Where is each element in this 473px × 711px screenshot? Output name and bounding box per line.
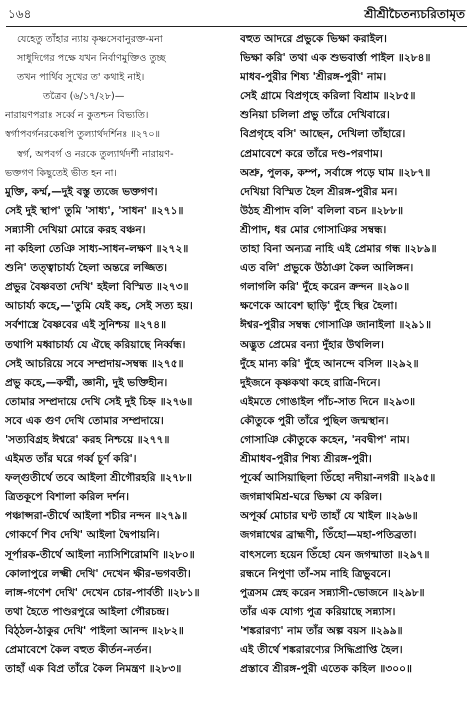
verse-line: ত্রিতকূপে বিশালা করিল দর্শন। [5,491,130,504]
verse-line: পঞ্চাপ্সরা-তীর্থে আইলা শচীর নন্দন ॥২৭৯॥ [5,510,188,523]
verse-line: উঠহ শ্রীপাদ বলি' বলিলা বচন ॥২৮৮॥ [240,204,404,217]
verse-line: বহুত আদরে প্রভুকে ভিক্ষা করাইল। [240,33,387,45]
verse-line: 'সত্যবিগ্রহ ঈশ্বরে' করহ নিশ্চয়ে ॥২৭৭॥ [5,433,170,446]
verse-line: লাঙ্গ-গণেশ দেখি' দেখেন চোর-পার্বতী ॥২৮১॥ [5,586,200,599]
verse-line: দুঁহে মান্য করি' দুঁহে আনন্দে বসিল ॥২৯২॥ [240,357,419,370]
verse-line: প্রভু কহে,—কর্ম্মী, জ্ঞানী, দুই ভক্তিহীন। [5,376,168,389]
commentary-line: নারায়ণপরাঃ সর্ব্বে ন কুতশ্চন বিভ্যতি। [5,110,149,122]
verse-line: ঈশ্বর-পুরীর সম্বন্ধ গোসাঞি জানাইলা ॥২৯১॥ [240,319,432,332]
left-column [5,30,233,679]
running-title: শ্রীশ্রীচৈতন্যচরিতামৃত [364,7,465,21]
verse-line: অশ্রু, পুলক, কম্প, সর্বাঙ্গে পড়ে ঘাম ॥২৮৭॥ [240,166,431,179]
verse-line: অদ্ভুত প্রেমের বন্যা দুঁহার উথলিল। [240,338,384,351]
commentary-line: সাধুদিগের পক্ষে যখন নির্বাণমুক্তিও তুচ্ছ [17,53,166,65]
verse-line: শুনিয়া চলিলা প্রভু তাঁরে দেখিবারে। [240,109,390,122]
verse-line: সন্ন্যাসী দেখিয়া মোরে করহ বঞ্চন। [5,223,146,236]
verse-line: রন্ধনে নিপুণা তাঁ-সম নাহি ত্রিভুবনে। [240,567,391,580]
commentary-line: স্বর্গাপবর্গনরকেষ্বপি তুল্যার্থদর্শিনঃ ॥২৭০॥ [5,129,161,141]
verse-line: শ্রীপাদ, ধর মোর গোসাঞির সম্বন্ধ। [240,223,387,236]
verse-line: গোকর্ণে শিব দেখি' আইলা দ্বৈপায়নি। [5,529,160,542]
commentary-line: তত্রৈব (৬/১৭/২৮)— [43,91,125,103]
verse-line: এত বলি' প্রভুকে উঠাঞা কৈল আলিঙ্গন। [240,262,414,275]
verse-line: তাহাঁ এক বিপ্র তাঁরে কৈল নিমন্ত্রণ ॥২৮৩॥ [5,663,182,676]
verse-line: শ্রীমাধব-পুরীর শিষ্য শ্রীরঙ্গ-পুরী। [240,453,372,466]
verse-line: সেই গ্রামে বিপ্রগৃহে করিলা বিশ্রাম ॥২৮৫॥ [240,90,416,103]
verse-line: গোসাঞি কৌতুকে কহেন, 'নবদ্বীপ' নাম। [240,433,410,446]
verse-line: প্রেমাবেশে কৈল বহুত কীর্তন-নর্তন। [5,644,152,656]
verse-line: সবে এক গুণ দেখি তোমার সম্প্রদায়ে। [5,414,164,427]
verse-line: তথাপি মধ্বাচার্য্য যে ঐছে করিয়াছে নির্ব্বন্ধ। [5,338,186,351]
verse-line: পুত্রসম স্নেহ করেন সন্ন্যাসী-ভোজনে ॥২৯৮॥ [240,586,425,599]
verse-line: ক্ষণেকে আবেশ ছাড়ি' দুঁহে স্থির হৈলা। [240,300,398,313]
right-column [240,30,468,679]
commentary-line: ভক্তগণ কিছুতেই ভীত হন না। [5,167,117,179]
verse-line: এইমত তাঁর ঘরে গর্ব্ব চূর্ণ করি'। [5,453,137,466]
verse-line: সেই আচরিয়ে সবে সম্প্রদায়-সম্বন্ধ ॥২৭৫॥ [5,357,184,370]
verse-line: 'শঙ্করারণ্য' নাম তাঁর অল্প বয়স ॥২৯৯॥ [240,624,403,637]
verse-line: অপূর্ব্ব মোচার ঘণ্ট তাহাঁ যে খাইল ॥২৯৬॥ [240,510,418,523]
verse-line: গলাগলি করি' দুঁহে করেন ক্রন্দন ॥২৯০॥ [240,281,410,294]
verse-line: তাহা বিনা অন্যত্র নাহি এই প্রেমার গন্ধ ॥২৮৯॥ [240,243,437,256]
verse-line: কোলাপুরে লক্ষ্মী দেখি' দেখেন ক্ষীর-ভগবতী। [5,567,191,580]
verse-line: বিপ্রগৃহে বসি' আছেন, দেখিলা তাঁহারে। [240,128,406,141]
verse-line: ফল্গুতীর্থে তবে আইলা শ্রীগৌরহরি ॥২৭৮॥ [5,472,192,485]
verse-line: প্রস্তাবে শ্রীরঙ্গ-পুরী এতেক কহিল ॥৩০০॥ [240,663,413,676]
verse-line: তথা হৈতে পাণ্ডরপুরে আইলা গৌরচন্দ্র। [5,605,170,618]
verse-line: আচার্য্য কহে,—'তুমি যেই কহ, সেই সত্য হয়। [5,300,193,313]
verse-line: পূর্ব্বে আসিয়াছিলা তিঁহো নদীয়া-নগরী ॥২৯৫॥ [240,472,436,485]
verse-line: প্রভুর বৈষ্ণবতা দেখি' হইলা বিস্মিত ॥২৭৩॥ [5,281,189,294]
verse-line: না কহিলা তেঞি সাধ্য-সাধন-লক্ষণ ॥২৭২॥ [5,243,189,256]
header-rule [6,26,467,27]
verse-line: বাৎসল্যে হয়েন তিঁহো যেন জগন্মাতা ॥২৯৭॥ [240,548,430,561]
verse-line: কৌতুকে পুরী তাঁরে পুছিল জন্মস্থান। [240,414,389,427]
page-header [8,6,465,24]
verse-line: তাঁর এক যোগ্য পুত্র করিয়াছে সন্ন্যাস। [240,605,396,618]
verse-line: সর্বশাস্ত্রে বৈষ্ণবের এই সুনিশ্চয় ॥২৭৪॥ [5,319,167,332]
verse-line: জগন্নাথের ব্রাহ্মণী, তিঁহো—মহা-পতিব্রতা। [240,529,417,542]
commentary-line: স্বর্গ, অপবর্গ ও নরকে তুল্যার্থদর্শী নারায়ণ- [17,148,174,160]
verse-line: সেই দুই স্থাপ' তুমি 'সাধ্য', 'সাধন' ॥২৭১॥ [5,204,184,217]
verse-line: বিঠ্ঠল-ঠাকুর দেখি' পাইলা আনন্দ ॥২৮২॥ [5,624,184,637]
verse-line: শুনি' তত্ত্বাচার্য্য হৈলা অন্তরে লজ্জিত। [5,262,168,275]
verse-line: তোমার সম্প্রদায়ে দেখি সেই দুই চিহ্ন ॥২৭৬॥ [5,395,193,408]
verse-line: এই তীর্থে শঙ্করারণ্যের সিদ্ধিপ্রাপ্তি হৈল। [240,644,403,656]
commentary-line: যেহেতু তাঁহার ন্যায় কৃষ্ণসেবানুরক্ত-মনা [17,34,163,45]
commentary-line: তখন পার্থিব সুখের ত' কথাই নাই। [17,72,145,84]
verse-line: সূর্পারক-তীর্থে আইলা ন্যাসিশিরোমণি ॥২৮০॥ [5,548,195,561]
verse-line: প্রেমাবেশে করে তাঁরে দণ্ড-পরণাম। [240,147,383,160]
page-number: ১৬৪ [8,7,32,21]
verse-line: জগন্নাথমিশ্র-ঘরে ভিক্ষা যে করিল। [240,491,383,504]
verse-line: মুক্তি, কর্ম্ম,—দুই বস্তু ত্যজে ভক্তগণ। [5,185,158,198]
verse-line: দেখিয়া বিস্মিত হৈল শ্রীরঙ্গ-পুরীর মন। [240,185,398,198]
verse-line: মাধব-পুরীর শিষ্য 'শ্রীরঙ্গ-পুরী' নাম। [240,71,387,84]
verse-line: এইমতে গোঙাইল পাঁচ-সাত দিনে ॥২৯৩॥ [240,395,416,408]
verse-line: দুইজনে কৃষ্ণকথা কহে রাত্রি-দিনে। [240,376,381,389]
verse-line: ভিক্ষা করি' তথা এক শুভবার্ত্তা পাইল ॥২৮৪॥ [240,52,431,65]
